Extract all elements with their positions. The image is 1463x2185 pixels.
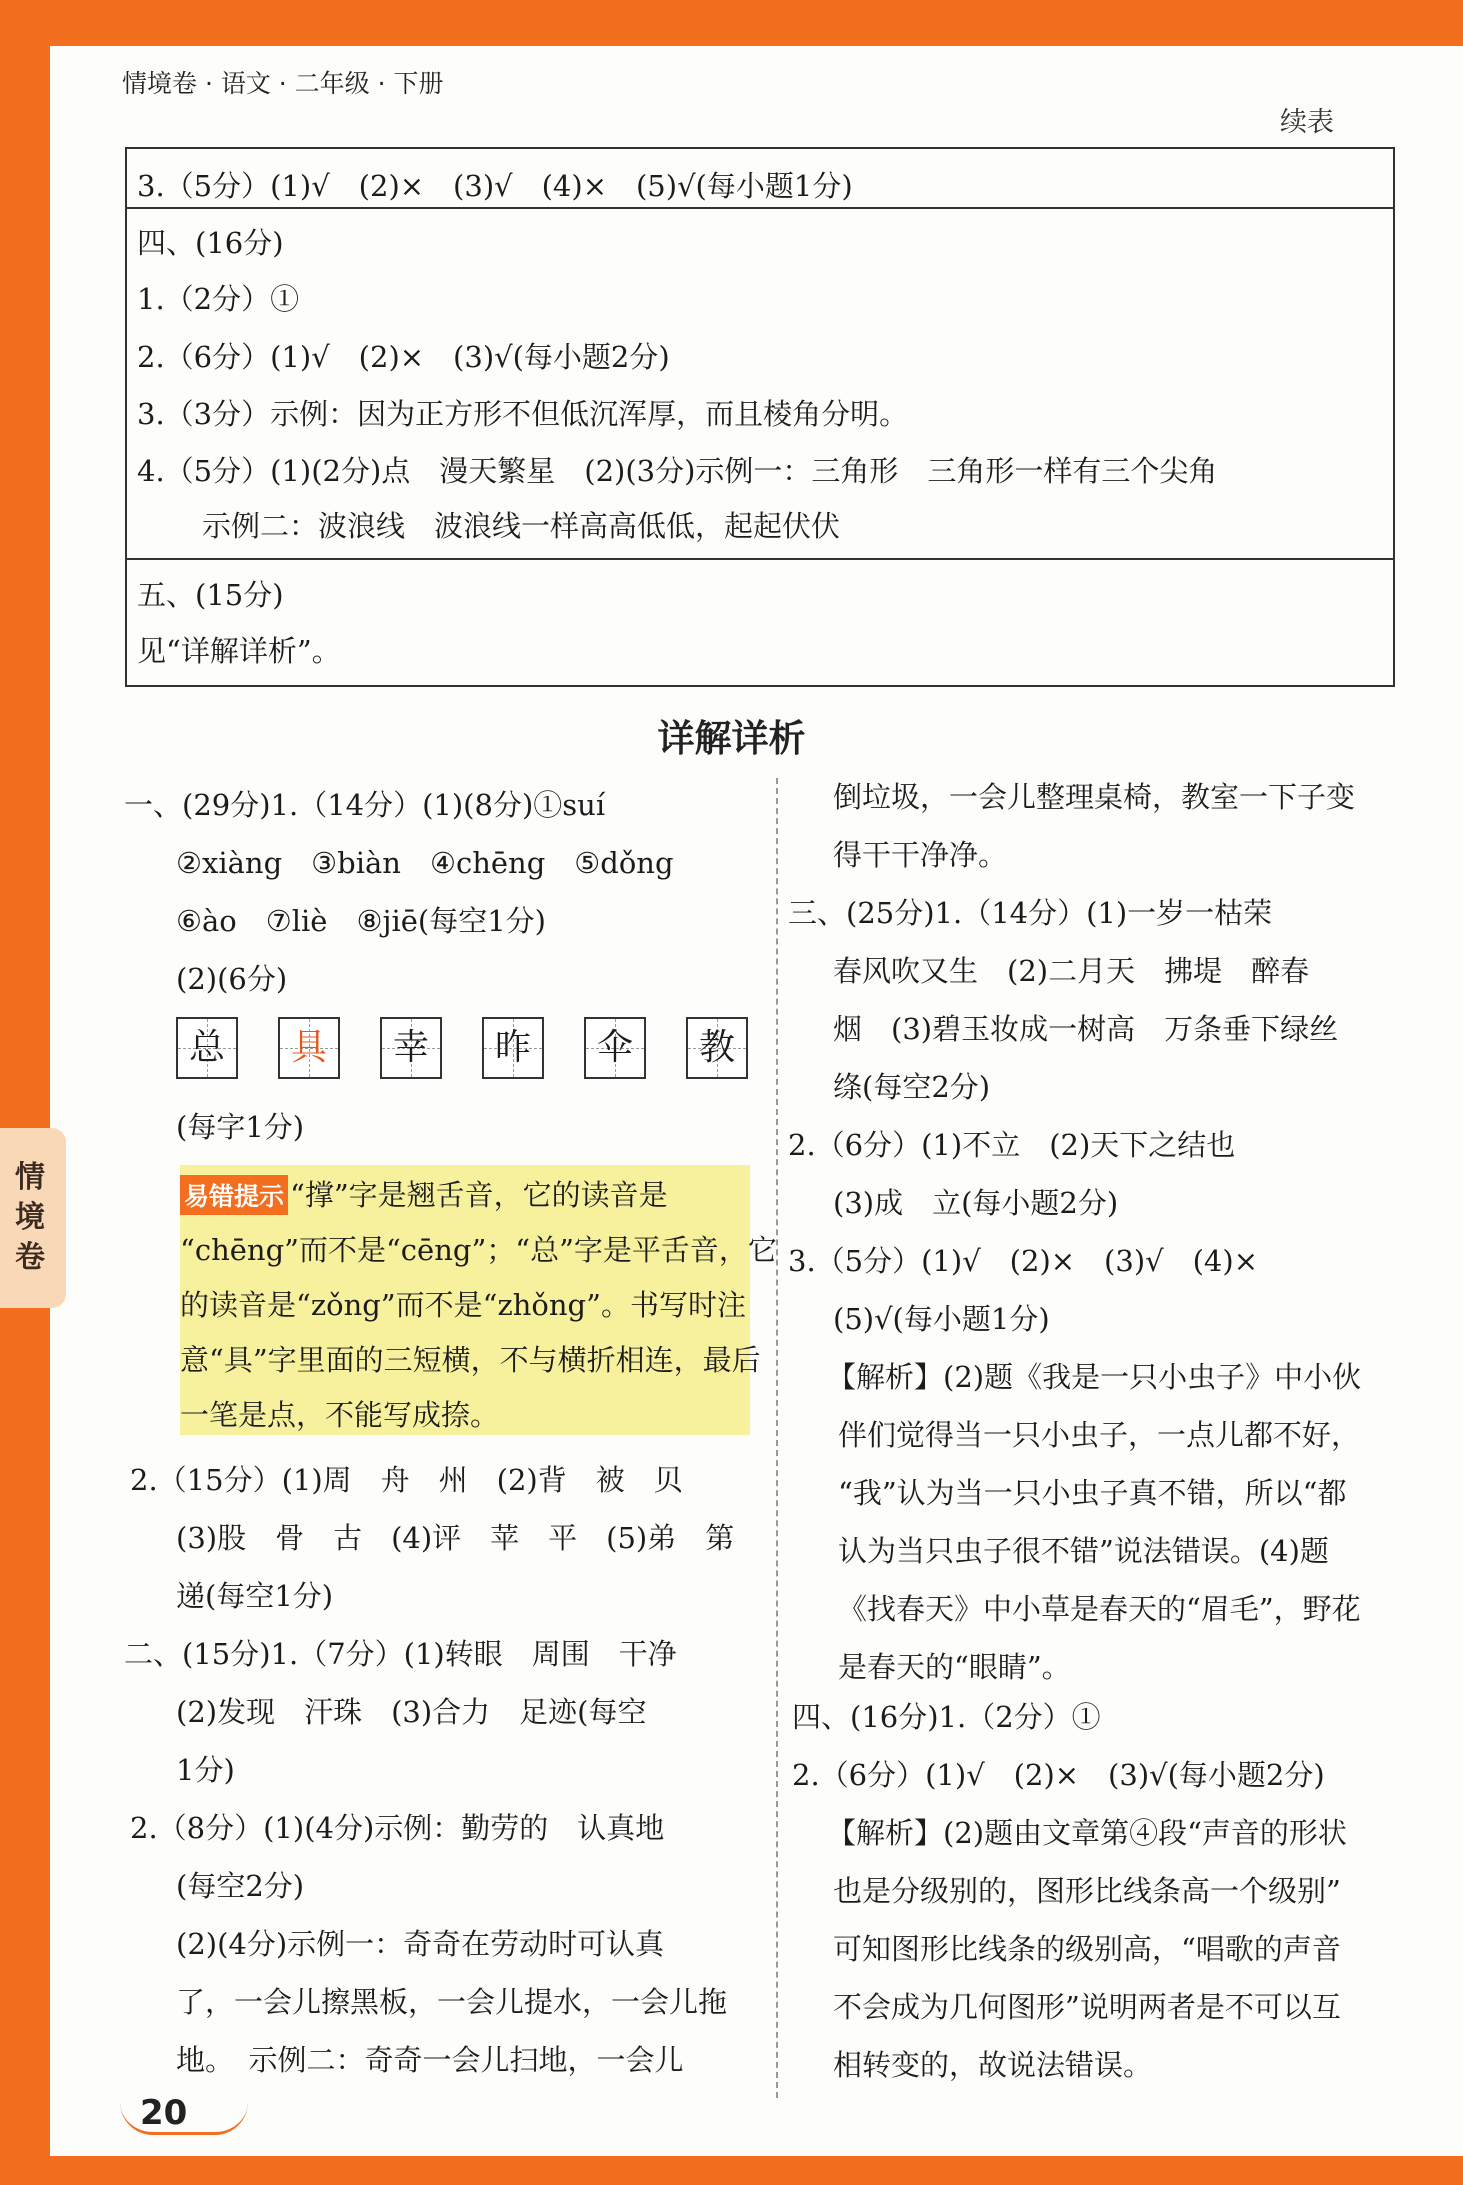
right-line: 【解析】(2)题《我是一只小虫子》中小伙: [827, 1360, 1362, 1394]
character-grid: [176, 1017, 756, 1083]
left-line: 地。 示例二：奇奇一会儿扫地，一会儿: [176, 2043, 684, 2077]
right-line: 不会成为几何图形”说明两者是不可以互: [833, 1990, 1341, 2024]
table-row: 2.（6分）(1)√ (2)× (3)√(每小题2分): [137, 340, 670, 374]
left-line: (每空2分): [176, 1869, 305, 1903]
tip-line: “chēng”而不是“cēng”；“总”字是平舌音，它: [180, 1233, 777, 1267]
right-line: 得干干净净。: [833, 838, 1008, 872]
left-line: 2.（15分）(1)周 舟 州 (2)背 被 贝: [130, 1463, 683, 1497]
table-row: 3.（5分）(1)√ (2)× (3)√ (4)× (5)√(每小题1分): [137, 169, 853, 203]
right-line: (3)成 立(每小题2分): [833, 1186, 1119, 1220]
left-line: 1分): [176, 1753, 235, 1787]
right-line: 绦(每空2分): [833, 1070, 991, 1104]
right-line: (5)√(每小题1分): [833, 1302, 1050, 1336]
continued-label: 续表: [1280, 107, 1334, 138]
char-cell: 昨: [482, 1017, 544, 1079]
left-line: 一、(29分)1.（14分）(1)(8分)①suí: [124, 788, 606, 822]
answer-table: [125, 147, 1395, 687]
table-row: 见“详解详析”。: [137, 634, 341, 668]
right-line: 相转变的，故说法错误。: [833, 2048, 1153, 2082]
side-tab-label: 情境卷: [15, 1160, 45, 1275]
left-line: (2)(6分): [176, 962, 288, 996]
right-line: 【解析】(2)题由文章第④段“声音的形状: [827, 1816, 1347, 1850]
tip-label: 易错提示: [180, 1175, 288, 1215]
table-row: 3.（3分）示例：因为正方形不但低沉浑厚，而且棱角分明。: [137, 397, 909, 431]
left-line: (每字1分): [176, 1110, 305, 1144]
left-line: ②xiàng ③biàn ④chēng ⑤dǒng: [176, 846, 674, 880]
right-line: 2.（6分）(1)√ (2)× (3)√(每小题2分): [792, 1758, 1325, 1792]
tip-line: 的读音是“zǒng”而不是“zhǒng”。书写时注: [180, 1288, 746, 1322]
table-row: 四、(16分): [137, 226, 284, 260]
table-row: 五、(15分): [137, 578, 284, 612]
right-line: 春风吹又生 (2)二月天 拂堤 醉春: [833, 954, 1310, 988]
char-cell: 幸: [380, 1017, 442, 1079]
left-line: (2)发现 汗珠 (3)合力 足迹(每空: [176, 1695, 647, 1729]
char-cell: 教: [686, 1017, 748, 1079]
left-line: ⑥ào ⑦liè ⑧jiē(每空1分): [176, 904, 546, 938]
right-line: 伴们觉得当一只小虫子，一点儿都不好，: [838, 1418, 1361, 1452]
right-line: 2.（6分）(1)不立 (2)天下之结也: [788, 1128, 1236, 1162]
right-line: 倒垃圾，一会儿整理桌椅，教室一下子变: [833, 780, 1356, 814]
page-number: 20: [140, 2093, 188, 2133]
char-cell: 伞: [584, 1017, 646, 1079]
right-line: 三、(25分)1.（14分）(1)一岁一枯荣: [788, 896, 1273, 930]
right-line: 《找春天》中小草是春天的“眉毛”，野花: [838, 1592, 1361, 1626]
right-line: 认为当只虫子很不错”说法错误。(4)题: [838, 1534, 1329, 1568]
tip-line: 易错提示 “撑”字是翘舌音，它的读音是: [180, 1173, 668, 1215]
right-line: 3.（5分）(1)√ (2)× (3)√ (4)×: [788, 1244, 1258, 1278]
side-tab: [0, 1128, 66, 1308]
table-row: 示例二：波浪线 波浪线一样高高低低，起起伏伏: [202, 509, 841, 543]
left-line: 2.（8分）(1)(4分)示例：勤劳的 认真地: [130, 1811, 665, 1845]
right-line: 也是分级别的，图形比线条高一个级别”: [833, 1874, 1341, 1908]
char-cell: 总: [176, 1017, 238, 1079]
left-line: (3)股 骨 古 (4)评 苹 平 (5)弟 第: [176, 1521, 735, 1555]
left-line: 二、(15分)1.（7分）(1)转眼 周围 干净: [124, 1637, 677, 1671]
char-cell: 具: [278, 1017, 340, 1079]
table-row: 4.（5分）(1)(2分)点 漫天繁星 (2)(3分)示例一：三角形 三角形一样有三个尖角: [137, 454, 1218, 488]
tip-line: 一笔是点，不能写成捺。: [180, 1398, 500, 1432]
table-divider: [127, 558, 1393, 560]
table-divider: [127, 207, 1393, 209]
table-row: 1.（2分）①: [137, 282, 300, 316]
tip-line: 意“具”字里面的三短横，不与横折相连，最后: [180, 1343, 761, 1377]
left-line: 了，一会儿擦黑板，一会儿提水，一会儿拖: [176, 1985, 728, 2019]
right-line: 可知图形比线条的级别高，“唱歌的声音: [833, 1932, 1341, 1966]
right-line: 四、(16分)1.（2分）①: [792, 1700, 1101, 1734]
left-line: (2)(4分)示例一：奇奇在劳动时可认真: [176, 1927, 665, 1961]
column-divider: [776, 778, 778, 2098]
right-line: 是春天的“眼睛”。: [838, 1650, 1071, 1684]
left-line: 递(每空1分): [176, 1579, 334, 1613]
book-header: 情境卷 · 语文 · 二年级 · 下册: [122, 69, 444, 98]
right-line: 烟 (3)碧玉妆成一树高 万条垂下绿丝: [833, 1012, 1339, 1046]
section-title: 详解详析: [657, 717, 806, 760]
right-line: “我”认为当一只小虫子真不错，所以“都: [838, 1476, 1347, 1510]
